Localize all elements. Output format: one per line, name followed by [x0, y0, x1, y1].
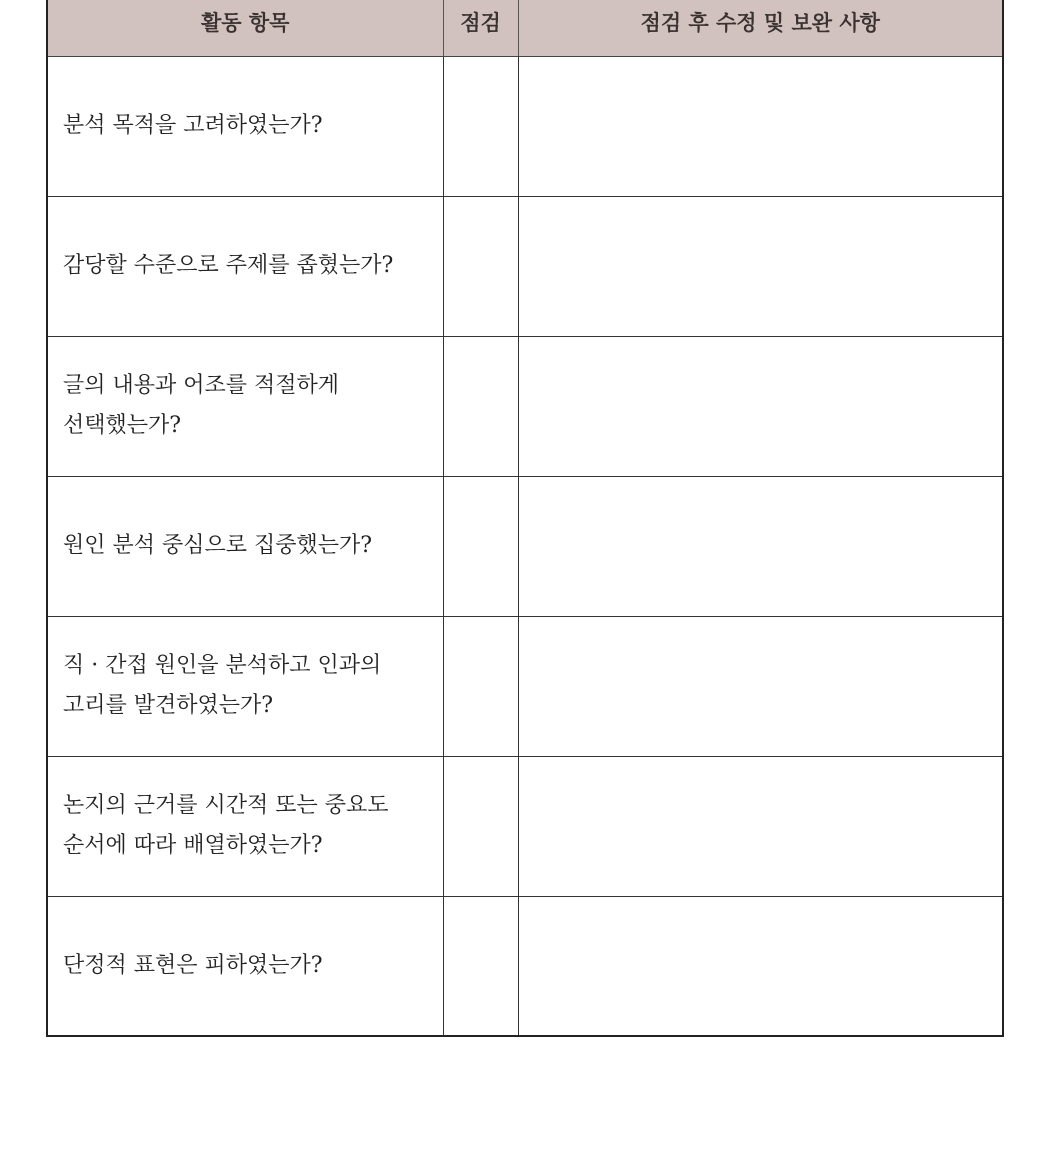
revision-cell[interactable] — [518, 476, 1003, 616]
activity-item: 글의 내용과 어조를 적절하게 선택했는가? — [47, 336, 443, 476]
activity-item: 논지의 근거를 시간적 또는 중요도 순서에 따라 배열하였는가? — [47, 756, 443, 896]
revision-cell[interactable] — [518, 56, 1003, 196]
activity-item: 직 · 간접 원인을 분석하고 인과의 고리를 발견하였는가? — [47, 616, 443, 756]
check-cell[interactable] — [443, 336, 518, 476]
header-row — [47, 0, 1003, 56]
revision-cell[interactable] — [518, 336, 1003, 476]
revision-cell[interactable] — [518, 196, 1003, 336]
check-cell[interactable] — [443, 196, 518, 336]
check-cell[interactable] — [443, 896, 518, 1036]
header-activity: 활동 항목 — [47, 0, 443, 56]
check-cell[interactable] — [443, 476, 518, 616]
table-row — [47, 616, 1003, 756]
checklist-table — [46, 0, 1004, 1037]
table-row — [47, 56, 1003, 196]
header-check: 점검 — [443, 0, 518, 56]
revision-cell[interactable] — [518, 896, 1003, 1036]
activity-item: 감당할 수준으로 주제를 좁혔는가? — [47, 196, 443, 336]
check-cell[interactable] — [443, 56, 518, 196]
table-row — [47, 336, 1003, 476]
table-row — [47, 476, 1003, 616]
table-row — [47, 756, 1003, 896]
check-cell[interactable] — [443, 616, 518, 756]
revision-cell[interactable] — [518, 616, 1003, 756]
header-revision: 점검 후 수정 및 보완 사항 — [518, 0, 1003, 56]
check-cell[interactable] — [443, 756, 518, 896]
activity-item: 원인 분석 중심으로 집중했는가? — [47, 476, 443, 616]
table-row — [47, 196, 1003, 336]
table-row — [47, 896, 1003, 1036]
activity-item: 분석 목적을 고려하였는가? — [63, 113, 323, 138]
activity-item: 단정적 표현은 피하였는가? — [47, 896, 443, 1036]
revision-cell[interactable] — [518, 756, 1003, 896]
